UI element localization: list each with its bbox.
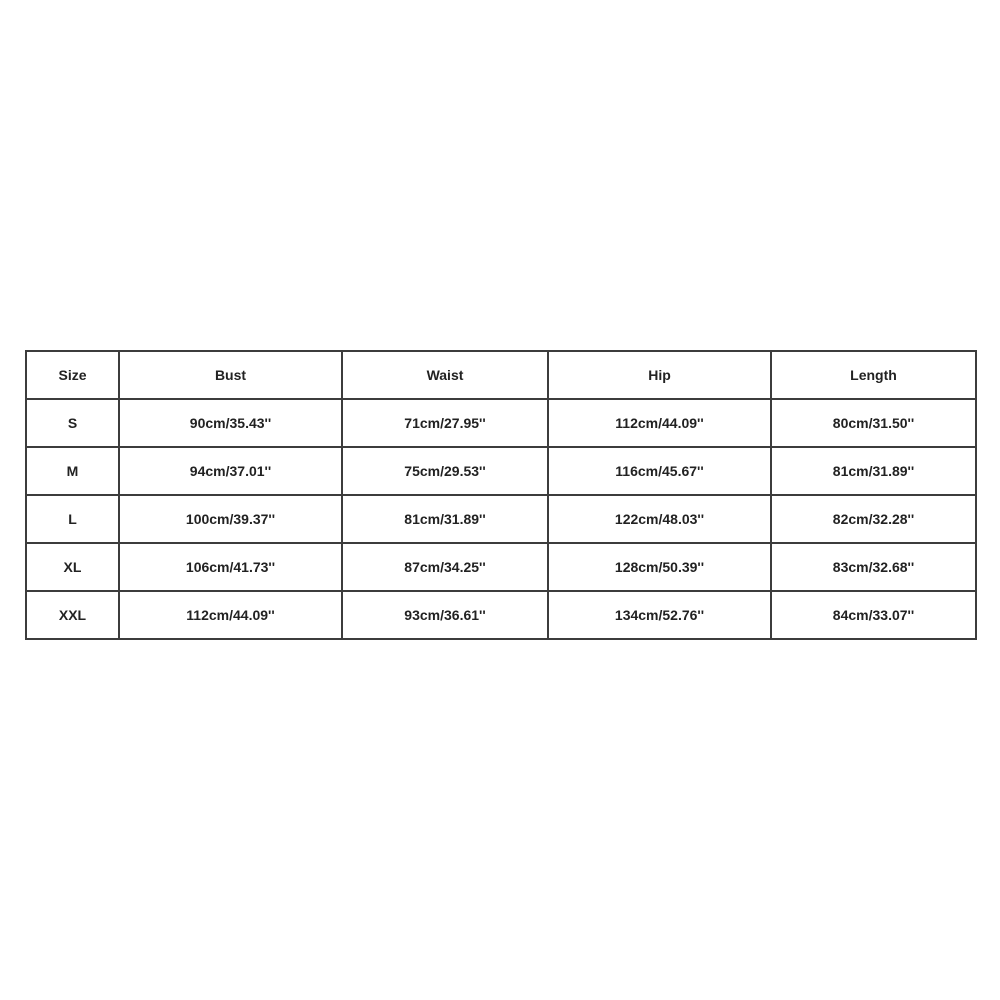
header-hip: Hip [548, 351, 771, 399]
size-chart-table [25, 350, 977, 640]
cell-length: 81cm/31.89'' [771, 447, 976, 495]
cell-bust: 100cm/39.37'' [119, 495, 342, 543]
cell-waist: 81cm/31.89'' [342, 495, 548, 543]
table-row [26, 543, 976, 591]
cell-length: 83cm/32.68'' [771, 543, 976, 591]
table-row [26, 495, 976, 543]
cell-size: L [26, 495, 119, 543]
cell-length: 82cm/32.28'' [771, 495, 976, 543]
cell-size: M [26, 447, 119, 495]
header-waist: Waist [342, 351, 548, 399]
cell-bust: 106cm/41.73'' [119, 543, 342, 591]
header-size: Size [26, 351, 119, 399]
cell-hip: 116cm/45.67'' [548, 447, 771, 495]
header-length: Length [771, 351, 976, 399]
table-header-row [26, 351, 976, 399]
table-row [26, 591, 976, 639]
cell-hip: 112cm/44.09'' [548, 399, 771, 447]
table-row [26, 447, 976, 495]
cell-hip: 122cm/48.03'' [548, 495, 771, 543]
cell-size: XXL [26, 591, 119, 639]
cell-waist: 87cm/34.25'' [342, 543, 548, 591]
cell-size: XL [26, 543, 119, 591]
cell-size: S [26, 399, 119, 447]
table-row [26, 399, 976, 447]
cell-waist: 75cm/29.53'' [342, 447, 548, 495]
cell-length: 80cm/31.50'' [771, 399, 976, 447]
cell-bust: 90cm/35.43'' [119, 399, 342, 447]
cell-waist: 71cm/27.95'' [342, 399, 548, 447]
cell-waist: 93cm/36.61'' [342, 591, 548, 639]
cell-hip: 134cm/52.76'' [548, 591, 771, 639]
cell-bust: 94cm/37.01'' [119, 447, 342, 495]
cell-hip: 128cm/50.39'' [548, 543, 771, 591]
header-bust: Bust [119, 351, 342, 399]
cell-length: 84cm/33.07'' [771, 591, 976, 639]
cell-bust: 112cm/44.09'' [119, 591, 342, 639]
